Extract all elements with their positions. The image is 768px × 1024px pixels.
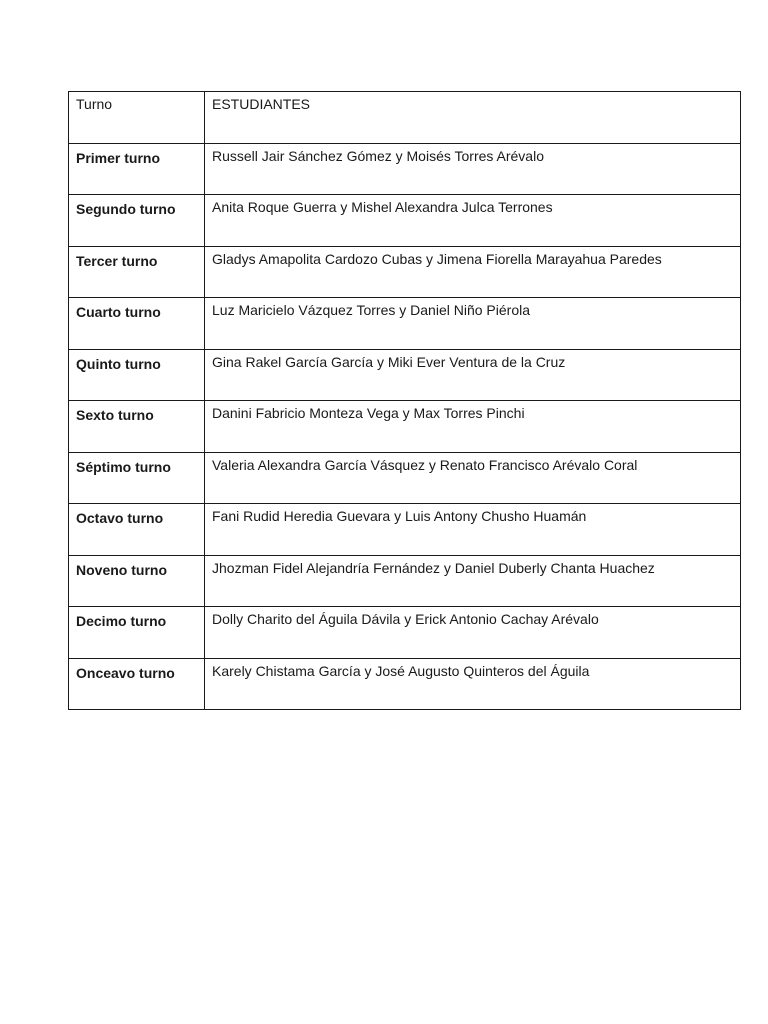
table-row [69, 195, 741, 247]
turno-cell: Octavo turno [69, 504, 205, 556]
table-row [69, 401, 741, 453]
turno-cell: Noveno turno [69, 555, 205, 607]
turno-cell: Séptimo turno [69, 452, 205, 504]
table-row [69, 349, 741, 401]
turno-cell: Sexto turno [69, 401, 205, 453]
estudiantes-cell: Dolly Charito del Águila Dávila y Erick Antonio Cachay Arévalo [205, 607, 741, 659]
table-row [69, 452, 741, 504]
turno-cell: Quinto turno [69, 349, 205, 401]
table-row [69, 298, 741, 350]
table-row [69, 607, 741, 659]
turno-cell: Segundo turno [69, 195, 205, 247]
table-row [69, 555, 741, 607]
table-row [69, 658, 741, 710]
table-row [69, 504, 741, 556]
table-row [69, 246, 741, 298]
turno-cell: Onceavo turno [69, 658, 205, 710]
estudiantes-cell: Anita Roque Guerra y Mishel Alexandra Julca Terrones [205, 195, 741, 247]
estudiantes-cell: Gina Rakel García García y Miki Ever Ventura de la Cruz [205, 349, 741, 401]
estudiantes-cell: Russell Jair Sánchez Gómez y Moisés Torres Arévalo [205, 143, 741, 195]
turno-cell: Decimo turno [69, 607, 205, 659]
table-header-row [69, 92, 741, 144]
estudiantes-cell: Luz Maricielo Vázquez Torres y Daniel Niño Piérola [205, 298, 741, 350]
header-turno: Turno [69, 92, 205, 144]
estudiantes-cell: Karely Chistama García y José Augusto Quinteros del Águila [205, 658, 741, 710]
turnos-table [68, 91, 741, 710]
turno-cell: Tercer turno [69, 246, 205, 298]
estudiantes-cell: Danini Fabricio Monteza Vega y Max Torres Pinchi [205, 401, 741, 453]
table-row [69, 143, 741, 195]
turno-cell: Primer turno [69, 143, 205, 195]
turno-cell: Cuarto turno [69, 298, 205, 350]
estudiantes-cell: Fani Rudid Heredia Guevara y Luis Antony Chusho Huamán [205, 504, 741, 556]
estudiantes-cell: Jhozman Fidel Alejandría Fernández y Daniel Duberly Chanta Huachez [205, 555, 741, 607]
estudiantes-cell: Gladys Amapolita Cardozo Cubas y Jimena Fiorella Marayahua Paredes [205, 246, 741, 298]
header-estudiantes: ESTUDIANTES [205, 92, 741, 144]
estudiantes-cell: Valeria Alexandra García Vásquez y Renato Francisco Arévalo Coral [205, 452, 741, 504]
